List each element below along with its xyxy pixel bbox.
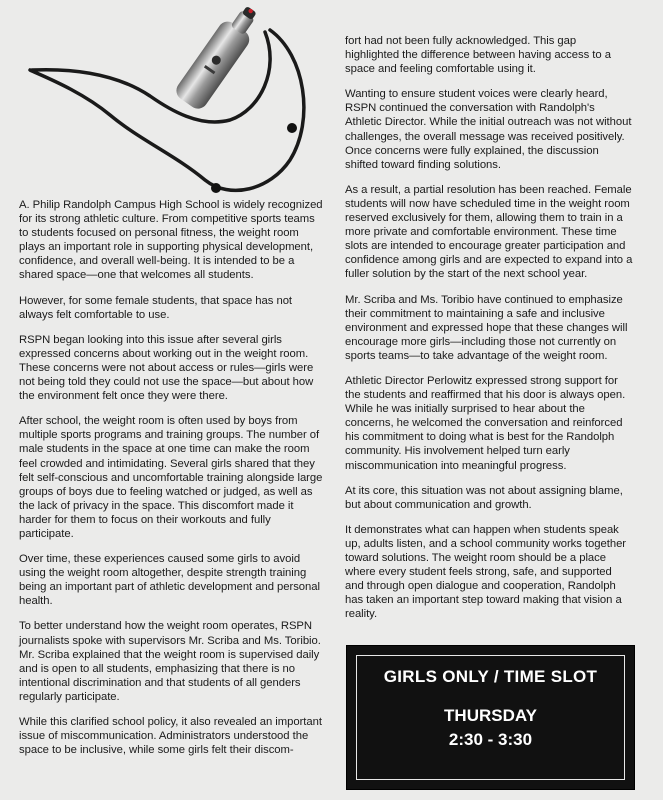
article-right-column [345,34,633,632]
water-bottle-icon [0,0,340,200]
time-slot-day: THURSDAY [444,706,537,725]
paragraph: While this clarified school policy, it also revealed an important issue of miscommunication. Administrators understood the space to be inclusive, while some girls felt their discom- [19,716,322,757]
paragraph: After school, the weight room is often used by boys from multiple sports programs and training groups. The number of male students in the space at one time can make the room feel crowded and intimidating. Several girls shared that they felt self-conscious and uncomfortable training alongside large groups of boys due to feeling watched or judged, as well as the lack of privacy in the space. This discomfort made it harder for them to focus on their workouts and fully participate. [19,415,323,540]
paragraph: Over time, these experiences caused some girls to avoid using the weight room altogether, despite strength training being an important part of athletic development and personal health. [19,553,320,608]
paragraph: RSPN began looking into this issue after several girls expressed concerns about working out in the weight room. These concerns were not about access or rules—girls were not being told they could not use the space—but about how the environment felt once they were there. [19,333,314,403]
paragraph: However, for some female students, that space has not always felt comfortable to use. [19,294,293,321]
time-slot-frame [356,655,625,780]
paragraph: It demonstrates what can happen when students speak up, adults listen, and a school community works together toward solutions. The weight room should be a place where every student feels strong, safe, and supported and through open dialogue and cooperation, Randolph has taken an important step toward making that vision a reality. [345,523,627,621]
paragraph: A. Philip Randolph Campus High School is widely recognized for its strong athletic culture. From competitive sports teams to students focused on personal fitness, the weight room plays an important role in supporting physical development, confidence, and overall well-being. It is intended to be a shared space—one that welcomes all students. [19,199,323,282]
paragraph: At its core, this situation was not about assigning blame, but about communication and growth. [345,484,623,511]
time-slot-time: 2:30 - 3:30 [448,730,533,749]
paragraph: To better understand how the weight room operates, RSPN journalists spoke with supervisors Mr. Scriba and Ms. Toribio. Mr. Scriba explained that the weight room is supervised daily and is open to all students, emphasizing that there is no intentional discrimination and that students of all genders regularly participate. [19,620,321,703]
time-slot-title: GIRLS ONLY / TIME SLOT [383,667,598,686]
article-left-column [19,198,323,768]
paragraph: Wanting to ensure student voices were clearly heard, RSPN continued the conversation with Randolph's Athletic Director. While the initial outreach was not without challenges, the overall message was received positively. Once concerns were fully explained, the discussion shifted toward finding solutions. [345,88,632,171]
paragraph: As a result, a partial resolution has been reached. Female students will now have scheduled time in the weight room reserved exclusively for them, allowing them to train in a more private and comfortable environment. These time slots are intended to encourage greater participation and confidence among girls and are expected to expand into a fuller solution by the start of the next school year. [345,183,633,281]
paragraph: Mr. Scriba and Ms. Toribio have continued to emphasize their commitment to maintaining a safe and inclusive environment and expressed hope that these changes will encourage more girls—including those not currently on sports teams—to take advantage of the weight room. [345,293,628,362]
paragraph: fort had not been fully acknowledged. This gap highlighted the difference between having access to a space and feeling comfortable using it. [345,35,611,76]
paragraph: Athletic Director Perlowitz expressed strong support for the students and reaffirmed that his door is always open. While he was initially surprised to hear about the concerns, he welcomed the conversation and reinforced his commitment to doing what is best for the Randolph community. His involvement helped turn early miscommunication into meaningful progress. [345,374,626,472]
time-slot-box [346,645,635,790]
